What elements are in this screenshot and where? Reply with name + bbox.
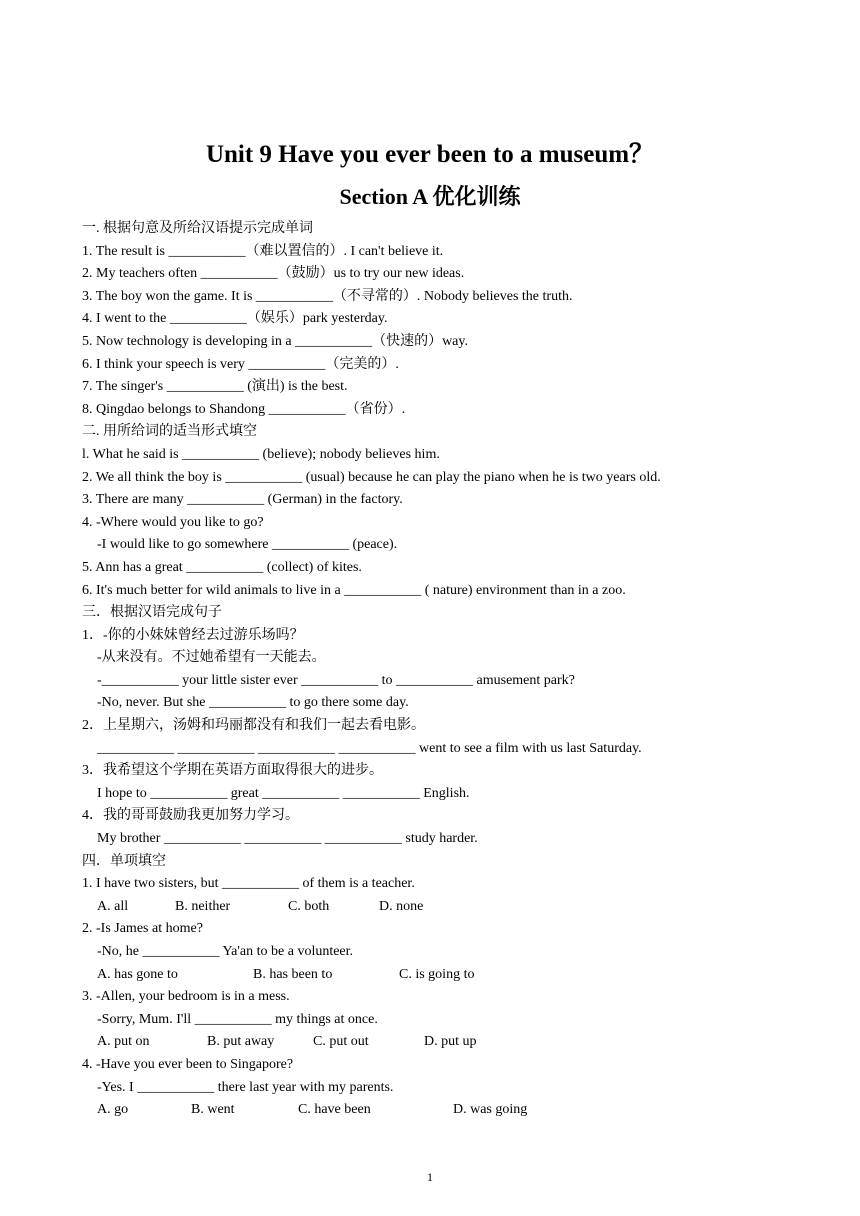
text-line: 2. We all think the boy is ___________ (usual) because he can play the piano when he is two years old. [82, 469, 661, 485]
text-line: 4. -Where would you like to go? [82, 514, 264, 530]
answer-options [82, 964, 782, 987]
text-line: -从来没有。不过她希望有一天能去。 [97, 650, 326, 666]
answer-option: B. went [191, 1102, 235, 1118]
text-line: 4. -Have you ever been to Singapore? [82, 1056, 294, 1072]
answer-option: A. go [97, 1102, 129, 1118]
text-line: 1. The result is ___________（难以置信的）. I can't believe it. [82, 243, 444, 259]
answer-option: C. is going to [399, 966, 475, 982]
text-line: 5. Ann has a great ___________ (collect) of kites. [82, 559, 362, 575]
answer-option: D. none [379, 898, 424, 914]
text-line: 二. 用所给词的适当形式填空 [82, 424, 257, 440]
text-line: -Sorry, Mum. I'll ___________ my things at once. [97, 1011, 378, 1027]
text-line: 2. -Is James at home? [82, 921, 203, 937]
text-line: 4．我的哥哥鼓励我更加努力学习。 [82, 808, 299, 824]
text-line: 4. I went to the ___________（娱乐）park yesterday. [82, 311, 388, 327]
text-line: 8. Qingdao belongs to Shandong ___________（省份）. [82, 401, 406, 417]
page-subtitle: Section A 优化训练 [339, 184, 521, 209]
answer-option: C. both [288, 898, 330, 914]
answer-option: B. put away [207, 1034, 275, 1050]
text-line: I hope to ___________ great ___________ ___________ English. [97, 785, 470, 801]
text-line: 3．我希望这个学期在英语方面取得很大的进步。 [82, 763, 383, 779]
text-line: 3. There are many ___________ (German) in the factory. [82, 492, 403, 508]
answer-option: D. put up [424, 1034, 477, 1050]
answer-option: A. has gone to [97, 966, 178, 982]
text-line: 3. -Allen, your bedroom is in a mess. [82, 989, 290, 1005]
answer-options [82, 1031, 782, 1054]
text-line: 1. I have two sisters, but ___________ of them is a teacher. [82, 876, 415, 892]
text-line: 6. I think your speech is very ___________（完美的）. [82, 356, 399, 372]
text-line: 3. The boy won the game. It is ___________（不寻常的）. Nobody believes the truth. [82, 288, 573, 304]
answer-option: B. neither [175, 898, 231, 914]
text-line: 三．根据汉语完成句子 [82, 605, 222, 621]
exercise-body [82, 218, 782, 1122]
text-line: 7. The singer's ___________ (演出) is the best. [82, 379, 348, 395]
text-line: ___________ ___________ ___________ ___________ went to see a film with us last Saturday. [97, 740, 642, 756]
text-line: 1．-你的小妹妹曾经去过游乐场吗？ [82, 627, 304, 643]
text-line: 5. Now technology is developing in a ___________（快速的）way. [82, 333, 468, 349]
text-line: 四．单项填空 [82, 853, 166, 869]
answer-options [82, 896, 782, 919]
answer-option: C. put out [313, 1034, 369, 1050]
text-line: My brother ___________ ___________ ___________ study harder. [97, 831, 478, 847]
text-line: 2. My teachers often ___________（鼓励）us to try our new ideas. [82, 266, 465, 282]
text-line: -No, he ___________ Ya'an to be a volunteer. [97, 944, 354, 959]
text-line: 6. It's much better for wild animals to live in a ___________ ( nature) environment than in a zoo. [82, 582, 626, 598]
text-line: l. What he said is ___________ (believe); nobody believes him. [82, 446, 440, 462]
text-line: -___________ your little sister ever ___________ to ___________ amusement park? [97, 672, 575, 688]
answer-option: B. has been to [253, 966, 333, 982]
answer-option: A. all [97, 898, 129, 914]
text-line: 2．上星期六，汤姆和玛丽都没有和我们一起去看电影。 [82, 718, 425, 734]
text-line: -No, never. But she ___________ to go there some day. [97, 695, 409, 711]
answer-option: C. have been [298, 1102, 371, 1118]
page-number: 1 [427, 1170, 433, 1184]
page-title: Unit 9 Have you ever been to a museum？ [205, 141, 655, 168]
text-line: 一. 根据句意及所给汉语提示完成单词 [82, 221, 313, 236]
answer-option: A. put on [97, 1034, 150, 1050]
text-line: -I would like to go somewhere ___________ (peace). [97, 537, 398, 553]
answer-options [82, 1099, 782, 1122]
answer-option: D. was going [453, 1102, 528, 1118]
text-line: -Yes. I ___________ there last year with my parents. [97, 1079, 394, 1095]
